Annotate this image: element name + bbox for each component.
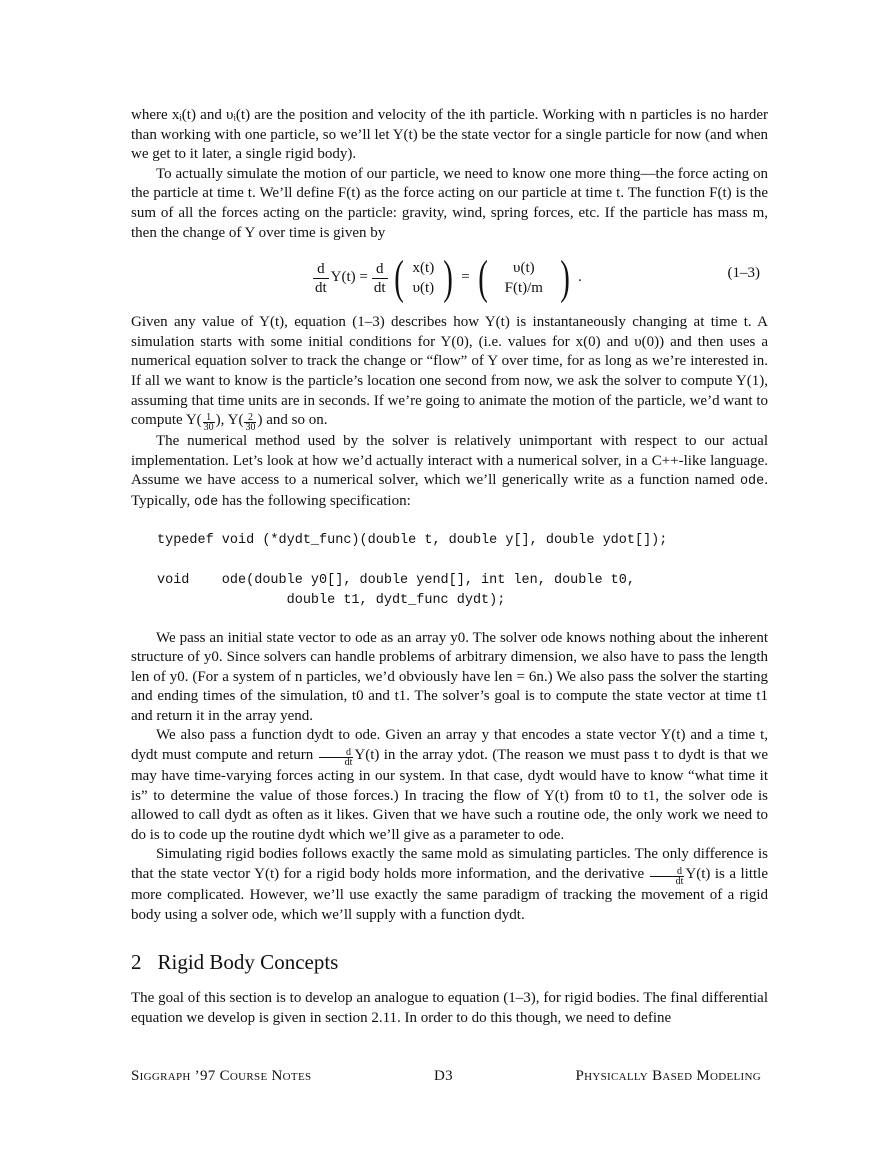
fraction-d-dt-inline-2: $\frac{d}{dt}$ xyxy=(650,867,685,886)
fraction-one-thirtieth: $\frac{1}{30}$ xyxy=(203,412,214,434)
footer-course-title: Physically Based Modeling xyxy=(575,1068,761,1084)
derivative-vector: ( υ(t) F(t)/m ) xyxy=(477,251,570,305)
section-number: 2 xyxy=(131,950,142,975)
code-block xyxy=(157,531,768,611)
equation-period: . xyxy=(577,269,582,286)
vector-velocity: υ(t) xyxy=(412,280,435,297)
paragraph-numerical-solver: The numerical method used by the solver is relatively unimportant with respect to our actual implementation. Let’s look at how we’d actually interact with a numerical solver, in a C++-like language. Assume we have access to a numerical solver, which we’ll generically write as a function named ode. Typically, ode has the following specification: xyxy=(131,433,768,510)
d-dt-fraction-rhs: $\frac{d}{dt}$ xyxy=(373,260,386,296)
vector-force-over-mass: F(t)/m xyxy=(504,280,543,297)
d-dt-fraction: d dt xyxy=(315,260,327,296)
equation-body xyxy=(313,251,582,305)
paragraph-state-vector: where xᵢ(t) and υᵢ(t) are the position and velocity of the ith particle. Working with n particles is no harder than working with one particle, so we’ll let Y(t) be the state vector for a single particle for now (and when we get to it later, a single rigid body). xyxy=(131,107,768,163)
paragraph-rigid-bodies: Simulating rigid bodies follows exactly the same mold as simulating particles. The only difference is that the state vector Y(t) for a rigid body holds more information, and the derivative $\frac{d}{dt}$ Y(t) is a little more complicated. However, we’ll use exactly the same paradigm of tracking the movement of a rigid body using a solver ode, which we’ll supply with a function dydt. xyxy=(131,846,768,923)
paragraph-section-intro: The goal of this section is to develop an analogue to equation (1–3), for rigid bodies. The final differential equation we develop is given in section 2.11. In order to do this though, we need to define xyxy=(131,990,768,1026)
footer-course-notes: Siggraph ’97 Course Notes xyxy=(131,1068,312,1084)
paragraph-initial-conditions: Given any value of Y(t), equation (1–3) describes how Y(t) is instantaneously changing at time t. A simulation starts with some initial conditions for Y(0), (i.e. values for x(0) and υ(0)) and then uses a numerical equation solver to track the change or “flow” of Y over time, for as long as we’re interested in. If all we want to know is the particle’s location one second from now, we ask the solver to compute Y(1), assuming that time units are in seconds. If we’re going to animate the motion of the particle, we’d want to compute Y( $\frac{1}{30}$ ), Y( $\frac{2}{30}$ ) and so on. xyxy=(131,314,768,434)
fraction-two-thirtieths: $\frac{2}{30}$ xyxy=(245,412,256,434)
vector-position: x(t) xyxy=(412,260,435,277)
equation-1-3 xyxy=(131,249,768,307)
vector-velocity-top: υ(t) xyxy=(513,260,535,277)
section-heading xyxy=(131,949,768,975)
code-line-ode: void ode(double y0[], double yend[], int len, double t0, xyxy=(157,572,635,588)
paragraph-initial-state: We pass an initial state vector to ode as an array y0. The solver ode knows nothing about the inherent structure of y0. Since solvers can handle problems of arbitrary dimension, we also have to pass the length len of y0. (For a system of n particles, we’d obviously have len = 6n.) We also pass the solver the starting and ending times of the simulation, t0 and t1. The solver’s goal is to compute the state vector at time t1 and return it in the array yend. xyxy=(131,629,768,724)
code-line-blank xyxy=(157,551,768,571)
text-column xyxy=(131,106,768,1028)
code-line-ode-cont: double t1, dydt_func dydt); xyxy=(157,592,506,608)
state-vector: ( x(t) υ(t) ) xyxy=(393,251,453,305)
equation-equals: = xyxy=(461,269,470,286)
equation-number: (1–3) xyxy=(727,265,760,282)
paragraph-dydt: We also pass a function dydt to ode. Given an array y that encodes a state vector Y(t) and a time t, dydt must compute and return $\frac{d}{dt}$ Y(t) in the array ydot. (The reason we must pass t to dydt is that we may have time-varying forces acting in our system. In that case, dydt would have to know “what time it is” to determine the value of those forces.) In tracing the flow of Y(t) from t0 to t1, the solver ode is allowed to call dydt as often as it likes. Given that we have such a routine ode, the only work we need to do is to code up the routine dydt which we’ll give as a parameter to ode. xyxy=(131,727,769,843)
section-title: Rigid Body Concepts xyxy=(157,950,339,975)
fraction-d-dt-inline: $\frac{d}{dt}$ xyxy=(319,748,354,767)
equation-lhs: Y(t) = xyxy=(330,269,368,286)
footer-page-number: D3 xyxy=(434,1068,453,1084)
code-line-typedef: typedef void (*dydt_func)(double t, double y[], double ydot[]); xyxy=(157,532,668,548)
paragraph-force: To actually simulate the motion of our particle, we need to know one more thing—the force acting on the particle at time t. We’ll define F(t) as the force acting on our particle at time t. The function F(t) is the sum of all the forces acting on the particle: gravity, wind, spring forces, etc. If the particle has mass m, then the change of Y over time is given by xyxy=(131,165,768,241)
